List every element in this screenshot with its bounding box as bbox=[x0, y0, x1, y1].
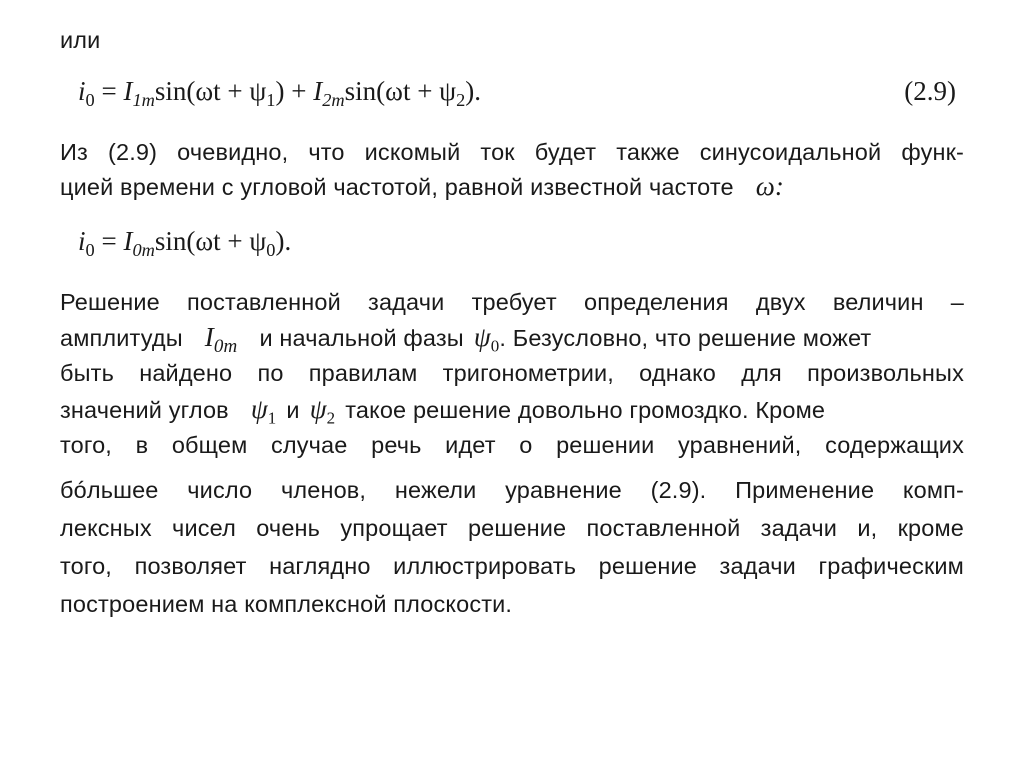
para2-line8 bbox=[60, 550, 964, 582]
term2-func: sin(ωt + ψ bbox=[344, 76, 457, 106]
psi2-symbol-sub: 2 bbox=[326, 408, 336, 428]
para2-line9-text: построением на комплексной плоскости. bbox=[60, 591, 513, 617]
para2-line3-text: быть найдено по правилам тригонометрии, однако для произвольных bbox=[60, 360, 964, 386]
para2-line5 bbox=[60, 429, 964, 461]
result-lhs: i bbox=[78, 226, 86, 256]
psi1-symbol: ψ bbox=[250, 394, 268, 424]
para2-line8-text: того, позволяет наглядно иллюстрировать решение задачи графическим bbox=[60, 553, 964, 579]
omega-symbol: ω: bbox=[755, 171, 785, 201]
amplitude-symbol-sub: 0m bbox=[213, 336, 238, 358]
para2-line4-b: и bbox=[286, 397, 300, 423]
para2-line5-text: того, в общем случае речь идет о решении уравнений, содержащих bbox=[60, 432, 964, 458]
formula-lhs: i bbox=[78, 76, 86, 106]
term1-sub: 1m bbox=[132, 89, 155, 110]
para2-line6-text: бóльшее число членов, нежели уравнение (2.9). Применение комп- bbox=[60, 477, 964, 503]
para2-line7-text: лексных чисел очень упрощает решение поставленной задачи и, кроме bbox=[60, 515, 964, 541]
result-eq: = bbox=[101, 226, 117, 256]
para2-line1 bbox=[60, 286, 964, 318]
psi2-symbol: ψ bbox=[309, 394, 327, 424]
para2-line2-a: амплитуды bbox=[60, 325, 183, 351]
term1-close: ) bbox=[275, 76, 285, 106]
para1-line2-text: цией времени с угловой частотой, равной известной частоте bbox=[60, 174, 734, 200]
equation-number: (2.9) bbox=[904, 76, 956, 106]
para2-line3 bbox=[60, 357, 964, 389]
para2-line4-c: такое решение довольно громоздко. Кроме bbox=[345, 397, 826, 423]
para2-line1-text: Решение поставленной задачи требует определения двух величин – bbox=[60, 289, 964, 315]
result-coef-sub: 0m bbox=[132, 239, 155, 260]
phase-symbol-sub: 0 bbox=[490, 336, 500, 356]
term1-coef: I bbox=[123, 76, 133, 106]
formula-2-9 bbox=[78, 74, 481, 108]
term1-func: sin(ωt + ψ bbox=[154, 76, 267, 106]
result-close: ). bbox=[275, 226, 292, 256]
para2-line4 bbox=[60, 393, 825, 426]
formula-result bbox=[78, 224, 291, 258]
para2-line2 bbox=[60, 321, 872, 358]
result-coef: I bbox=[123, 226, 133, 256]
term1-psi-sub: 1 bbox=[266, 89, 276, 110]
intro-word-text: или bbox=[60, 27, 101, 53]
psi1-symbol-sub: 1 bbox=[267, 408, 277, 428]
phase-symbol: ψ bbox=[473, 322, 491, 352]
result-lhs-sub: 0 bbox=[85, 239, 95, 260]
para1-line1-text: Из (2.9) очевидно, что искомый ток будет также синусоидальной функ- bbox=[60, 139, 964, 165]
term2-close: ). bbox=[465, 76, 482, 106]
intro-word bbox=[60, 24, 100, 56]
term2-coef: I bbox=[313, 76, 323, 106]
para1-line1 bbox=[60, 136, 964, 168]
formula-lhs-sub: 0 bbox=[85, 89, 95, 110]
result-psi-sub: 0 bbox=[266, 239, 276, 260]
para2-line2-c: . Безусловно, что решение может bbox=[499, 325, 872, 351]
para1-line2 bbox=[60, 170, 784, 203]
para2-line4-a: значений углов bbox=[60, 397, 229, 423]
amplitude-symbol: I bbox=[204, 322, 214, 352]
term2-sub: 2m bbox=[322, 89, 345, 110]
formula-eq: = bbox=[101, 76, 117, 106]
term2-psi-sub: 2 bbox=[456, 89, 466, 110]
formula-plus: + bbox=[291, 76, 307, 106]
para2-line9 bbox=[60, 588, 512, 620]
para2-line2-b: и начальной фазы bbox=[259, 325, 464, 351]
result-func: sin(ωt + ψ bbox=[154, 226, 267, 256]
para2-line7 bbox=[60, 512, 964, 544]
para2-line6 bbox=[60, 474, 964, 506]
